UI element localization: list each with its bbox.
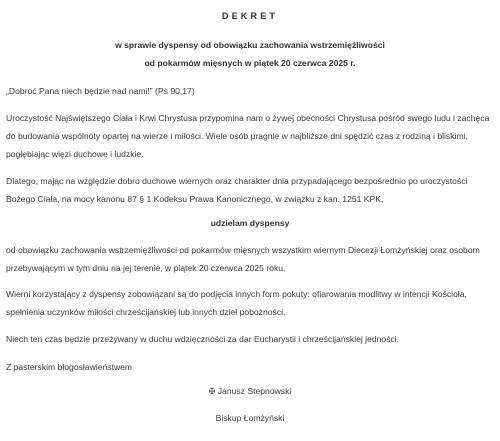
- intro-line-2: do budowania wspólnoty opartej na wierze i miłości. Wiele osób pragnie w najbliższe dni spędzić czas z rodziną i bliskimi,: [6, 131, 468, 141]
- obligation-line-2: spełnienia uczynków miłości chrześcijańskiej lub innych dzieł pobożności.: [6, 307, 286, 317]
- legal-basis-paragraph: [6, 172, 494, 208]
- closing-wish-text: Niech ten czas będzie przeżywany w duchu wdzięczności za dar Eucharystii i chrześcijańskiej jedności.: [6, 334, 400, 344]
- decree-subtitle-line-2: od pokarmów mięsnych w piątek 20 czerwca 2025 r.: [144, 58, 356, 68]
- intro-paragraph: [6, 109, 494, 163]
- scripture-quote-text: „Dobroć Pana niech będzie nad nami!” (Ps 90,17): [6, 86, 195, 96]
- blessing: [6, 358, 494, 376]
- decree-subtitle-line-1: w sprawie dyspensy od obowiązku zachowania wstrzemięźliwości: [115, 40, 385, 50]
- signature-name: Janusz Stepnowski: [217, 386, 292, 396]
- dispensation-grant: udzielam dyspensy: [210, 218, 290, 228]
- basis-line-2: Bożego Ciała, na mocy kanonu 87 § 1 Kodeksu Prawa Kanonicznego, w związku z kan. 1251 KPK,: [6, 194, 384, 204]
- scripture-quote: [6, 82, 494, 100]
- signature: [0, 386, 500, 396]
- decree-title: DEKRET: [221, 11, 279, 21]
- intro-line-3: pogłębiając więzi duchowe i ludzkie.: [6, 149, 144, 159]
- episcopal-cross-icon: ✠: [208, 387, 216, 396]
- blessing-text: Z pasterskim błogosławieństwem: [6, 362, 133, 372]
- basis-line-1: Dlatego, mając na względzie dobro duchowe wiernych oraz charakter dnia przypadającego bezpośrednio po uroczystości: [6, 176, 468, 186]
- scope-line-2: przebywającym w tym dniu na jej terenie, w piątek 20 czerwca 2025 roku.: [6, 263, 286, 273]
- scope-line-1: od obowiązku zachowania wstrzemięźliwości od pokarmów mięsnych wszystkim wiernym Diecezji Łomżyńskiej oraz osobom: [6, 245, 480, 255]
- closing-wish: [6, 330, 494, 348]
- signature-title: Biskup Łomżyński: [215, 413, 285, 423]
- dispensation-scope-paragraph: [6, 241, 494, 277]
- intro-line-1: Uroczystość Najświętszego Ciała i Krwi Chrystusa przypomina nam o żywej obecności Chrystusa pośród swego ludu i zachęca: [6, 113, 490, 123]
- obligation-line-1: Wierni korzystający z dyspensy zobowiązani są do podjęcia innych form pokuty: ofiarowania modlitwy w intencji Kościoła,: [6, 289, 467, 299]
- obligation-paragraph: [6, 285, 494, 321]
